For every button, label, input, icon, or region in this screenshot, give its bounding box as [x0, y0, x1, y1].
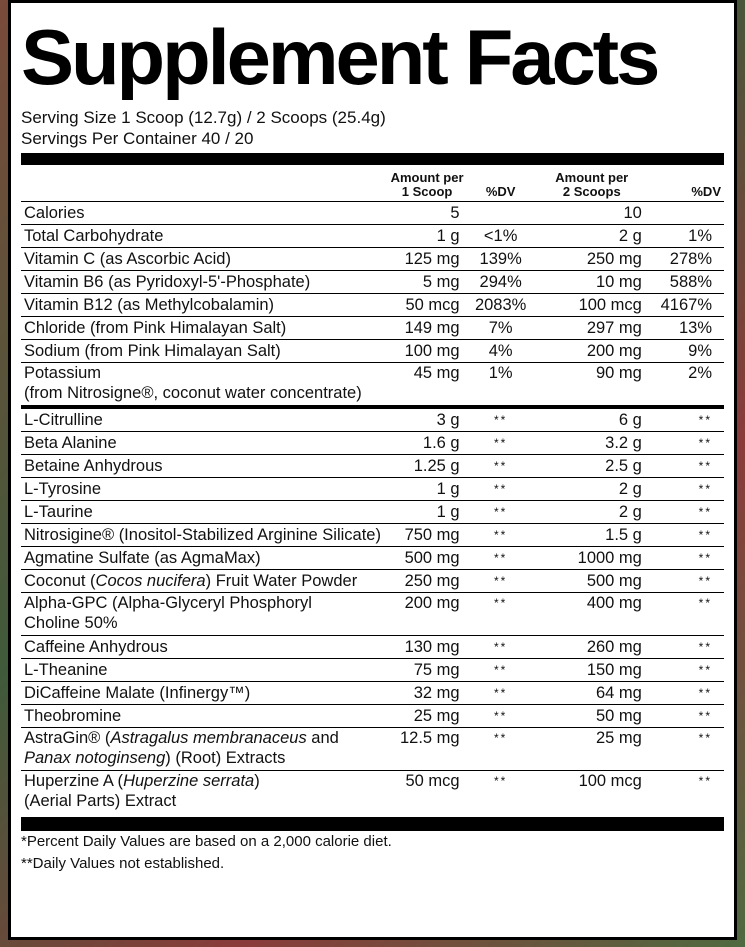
- amount-2-scoops: 297 mg: [532, 317, 652, 340]
- dv-2-scoops: **: [652, 659, 724, 682]
- table-row: [21, 547, 724, 570]
- amount-1-scoop: 50 mcg: [385, 294, 470, 317]
- thick-divider: [21, 153, 724, 165]
- dv-1-scoop: **: [470, 455, 532, 478]
- amount-1-scoop: 50 mcg: [385, 771, 470, 814]
- serving-size: Serving Size 1 Scoop (12.7g) / 2 Scoops (25.4g): [21, 108, 386, 127]
- dv-2-scoops: **: [652, 478, 724, 501]
- amount-2-scoops: 2 g: [532, 225, 652, 248]
- ingredient-name: Alpha-GPC (Alpha-Glyceryl Phosphoryl Choline 50%: [21, 593, 385, 636]
- amount-2-scoops: 260 mg: [532, 636, 652, 659]
- servings-per-container: Servings Per Container 40 / 20: [21, 129, 254, 148]
- amount-2-scoops: 50 mg: [532, 705, 652, 728]
- dv-2-scoops: **: [652, 407, 724, 432]
- table-row: [21, 659, 724, 682]
- amount-2-scoops: 10: [532, 202, 652, 225]
- dv-2-scoops: 588%: [652, 271, 724, 294]
- dv-1-scoop: 294%: [470, 271, 532, 294]
- amount-2-scoops: 6 g: [532, 407, 652, 432]
- header-dv-1: %DV: [485, 184, 516, 199]
- dv-1-scoop: **: [470, 636, 532, 659]
- table-row: [21, 728, 724, 771]
- page-title: Supplement Facts: [21, 13, 658, 101]
- dv-2-scoops: 13%: [652, 317, 724, 340]
- ingredient-name: Total Carbohydrate: [21, 225, 385, 248]
- table-row: [21, 455, 724, 478]
- amount-1-scoop: 75 mg: [385, 659, 470, 682]
- ingredient-name: L-Taurine: [21, 501, 385, 524]
- dv-1-scoop: **: [470, 593, 532, 636]
- dv-1-scoop: **: [470, 547, 532, 570]
- ingredient-name: Beta Alanine: [21, 432, 385, 455]
- amount-1-scoop: 250 mg: [385, 570, 470, 593]
- dv-1-scoop: **: [470, 478, 532, 501]
- dv-2-scoops: **: [652, 636, 724, 659]
- dv-1-scoop: **: [470, 728, 532, 771]
- ingredient-name: Coconut (Cocos nucifera) Fruit Water Powder: [21, 570, 385, 593]
- header-blank: [21, 165, 385, 202]
- table-row: [21, 248, 724, 271]
- ingredient-name: L-Citrulline: [21, 407, 385, 432]
- table-row: [21, 478, 724, 501]
- ingredient-name: Agmatine Sulfate (as AgmaMax): [21, 547, 385, 570]
- amount-1-scoop: 45 mg: [385, 363, 470, 408]
- amount-2-scoops: 500 mg: [532, 570, 652, 593]
- amount-1-scoop: 32 mg: [385, 682, 470, 705]
- ingredient-name: Theobromine: [21, 705, 385, 728]
- dv-2-scoops: 1%: [652, 225, 724, 248]
- amount-2-scoops: 25 mg: [532, 728, 652, 771]
- table-row: [21, 705, 724, 728]
- dv-2-scoops: 2%: [652, 363, 724, 408]
- ingredient-name: Sodium (from Pink Himalayan Salt): [21, 340, 385, 363]
- dv-2-scoops: **: [652, 771, 724, 814]
- dv-2-scoops: **: [652, 728, 724, 771]
- dv-1-scoop: **: [470, 771, 532, 814]
- table-row: [21, 432, 724, 455]
- amount-2-scoops: 250 mg: [532, 248, 652, 271]
- amount-2-scoops: 2 g: [532, 478, 652, 501]
- table-row: [21, 501, 724, 524]
- table-row: [21, 570, 724, 593]
- dv-1-scoop: <1%: [470, 225, 532, 248]
- dv-1-scoop: 139%: [470, 248, 532, 271]
- amount-1-scoop: 1.25 g: [385, 455, 470, 478]
- table-row: [21, 682, 724, 705]
- table-header: [21, 165, 724, 202]
- amount-2-scoops: 10 mg: [532, 271, 652, 294]
- amount-1-scoop: 1 g: [385, 478, 470, 501]
- dv-2-scoops: **: [652, 570, 724, 593]
- amount-1-scoop: 500 mg: [385, 547, 470, 570]
- ingredient-name: Huperzine A (Huperzine serrata) (Aerial Parts) Extract: [21, 771, 385, 814]
- amount-2-scoops: 64 mg: [532, 682, 652, 705]
- dv-2-scoops: **: [652, 705, 724, 728]
- amount-1-scoop: 12.5 mg: [385, 728, 470, 771]
- dv-2-scoops: **: [652, 593, 724, 636]
- facts-table: [21, 165, 724, 813]
- table-row: [21, 202, 724, 225]
- amount-2-scoops: 1.5 g: [532, 524, 652, 547]
- dv-2-scoops: 278%: [652, 248, 724, 271]
- ingredient-name: Vitamin C (as Ascorbic Acid): [21, 248, 385, 271]
- dv-1-scoop: **: [470, 659, 532, 682]
- amount-1-scoop: 25 mg: [385, 705, 470, 728]
- dv-2-scoops: **: [652, 501, 724, 524]
- ingredient-name: L-Theanine: [21, 659, 385, 682]
- amount-2-scoops: 3.2 g: [532, 432, 652, 455]
- table-row: [21, 363, 724, 408]
- amount-1-scoop: 5 mg: [385, 271, 470, 294]
- amount-1-scoop: 200 mg: [385, 593, 470, 636]
- ingredient-name: Caffeine Anhydrous: [21, 636, 385, 659]
- amount-2-scoops: 1000 mg: [532, 547, 652, 570]
- dv-1-scoop: **: [470, 570, 532, 593]
- ingredient-name: Calories: [21, 202, 385, 225]
- dv-2-scoops: **: [652, 432, 724, 455]
- footnote-dv: *Percent Daily Values are based on a 2,000 calorie diet.: [21, 833, 392, 850]
- header-amount-2: Amount per 2 Scoops: [555, 170, 629, 199]
- ingredient-name: DiCaffeine Malate (Infinergy™): [21, 682, 385, 705]
- table-row: [21, 407, 724, 432]
- dv-1-scoop: 1%: [470, 363, 532, 408]
- ingredient-name: Vitamin B6 (as Pyridoxyl-5'-Phosphate): [21, 271, 385, 294]
- amount-2-scoops: 100 mcg: [532, 771, 652, 814]
- amount-1-scoop: 750 mg: [385, 524, 470, 547]
- amount-2-scoops: 2 g: [532, 501, 652, 524]
- table-row: [21, 225, 724, 248]
- ingredient-name: Nitrosigine® (Inositol-Stabilized Arginine Silicate): [21, 524, 385, 547]
- table-row: [21, 271, 724, 294]
- ingredient-name: Potassium (from Nitrosigne®, coconut water concentrate): [21, 363, 385, 408]
- header-amount-1: Amount per 1 Scoop: [390, 170, 464, 199]
- table-row: [21, 636, 724, 659]
- bottom-divider: [21, 817, 724, 831]
- dv-2-scoops: **: [652, 524, 724, 547]
- dv-1-scoop: 4%: [470, 340, 532, 363]
- amount-2-scoops: 400 mg: [532, 593, 652, 636]
- dv-1-scoop: **: [470, 705, 532, 728]
- dv-2-scoops: 4167%: [652, 294, 724, 317]
- dv-2-scoops: **: [652, 547, 724, 570]
- ingredient-name: Chloride (from Pink Himalayan Salt): [21, 317, 385, 340]
- amount-1-scoop: 1 g: [385, 501, 470, 524]
- dv-2-scoops: [652, 202, 724, 225]
- table-row: [21, 317, 724, 340]
- table-row: [21, 340, 724, 363]
- amount-1-scoop: 100 mg: [385, 340, 470, 363]
- dv-1-scoop: 7%: [470, 317, 532, 340]
- supplement-facts-panel: [8, 0, 737, 940]
- dv-2-scoops: 9%: [652, 340, 724, 363]
- dv-1-scoop: 2083%: [470, 294, 532, 317]
- dv-1-scoop: [470, 202, 532, 225]
- table-row: [21, 524, 724, 547]
- amount-2-scoops: 90 mg: [532, 363, 652, 408]
- amount-1-scoop: 130 mg: [385, 636, 470, 659]
- amount-2-scoops: 2.5 g: [532, 455, 652, 478]
- footnote-not-established: **Daily Values not established.: [21, 855, 225, 872]
- dv-1-scoop: **: [470, 682, 532, 705]
- table-row: [21, 771, 724, 814]
- amount-2-scoops: 200 mg: [532, 340, 652, 363]
- ingredient-name: Betaine Anhydrous: [21, 455, 385, 478]
- dv-1-scoop: **: [470, 407, 532, 432]
- dv-1-scoop: **: [470, 501, 532, 524]
- ingredient-name: AstraGin® (Astragalus membranaceus and Panax notoginseng) (Root) Extracts: [21, 728, 385, 771]
- amount-1-scoop: 3 g: [385, 407, 470, 432]
- amount-1-scoop: 149 mg: [385, 317, 470, 340]
- dv-1-scoop: **: [470, 432, 532, 455]
- table-row: [21, 593, 724, 636]
- ingredient-name: L-Tyrosine: [21, 478, 385, 501]
- dv-2-scoops: **: [652, 682, 724, 705]
- amount-1-scoop: 125 mg: [385, 248, 470, 271]
- dv-2-scoops: **: [652, 455, 724, 478]
- ingredient-name: Vitamin B12 (as Methylcobalamin): [21, 294, 385, 317]
- amount-1-scoop: 5: [385, 202, 470, 225]
- amount-1-scoop: 1 g: [385, 225, 470, 248]
- table-row: [21, 294, 724, 317]
- dv-1-scoop: **: [470, 524, 532, 547]
- header-dv-2: %DV: [691, 184, 721, 199]
- amount-1-scoop: 1.6 g: [385, 432, 470, 455]
- amount-2-scoops: 150 mg: [532, 659, 652, 682]
- table-body: [21, 202, 724, 814]
- amount-2-scoops: 100 mcg: [532, 294, 652, 317]
